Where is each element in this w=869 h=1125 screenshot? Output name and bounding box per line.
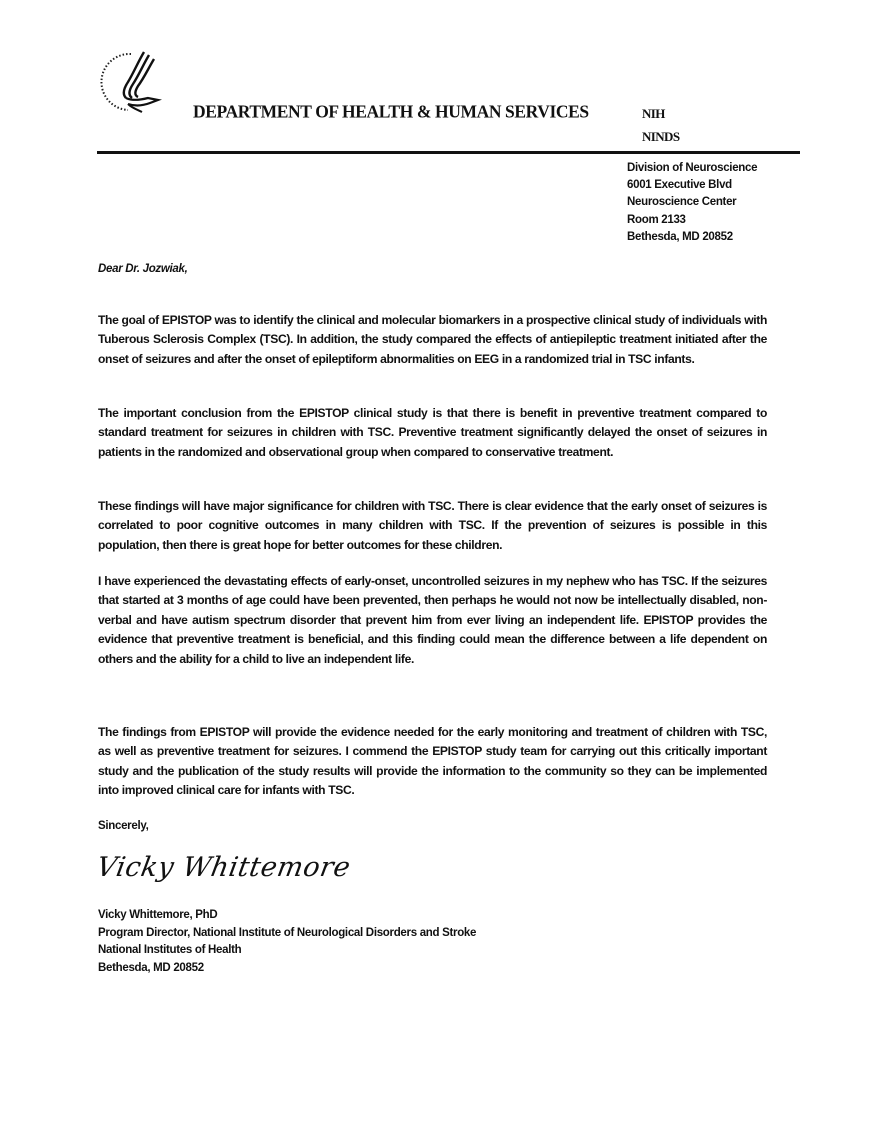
signer-title: Program Director, National Institute of Neurological Disorders and Stroke [98,926,477,939]
salutation: Dear Dr. Jozwiak, [98,263,188,275]
address-line: 6001 Executive Blvd [627,179,732,192]
sender-address [627,160,757,246]
body-paragraph-1: The goal of EPISTOP was to identify the clinical and molecular biomarkers in a prospective clinical study of individuals with Tuberous Sclerosis Complex (TSC). In addition, the study compared the effects of antiepileptic treatment initiated after the onset of seizures and after the onset of epileptiform abnormalities on EEG in a randomized trial in TSC infants. [98,313,767,366]
letterhead-divider [97,151,800,154]
signature-block [98,907,476,977]
closing: Sincerely, [98,820,149,832]
agency-ninds: NINDS [642,129,680,144]
body-paragraph-5: The findings from EPISTOP will provide the evidence needed for the early monitoring and treatment of children with TSC, as well as preventive treatment for seizures. I commend the EPISTOP study team for carrying out this critically important study and the publication of the study results will provide the information to the community so they can be implemented into improved clinical care for infants with TSC. [98,725,767,798]
agency-nih: NIH [642,106,665,121]
department-title: DEPARTMENT OF HEALTH & HUMAN SERVICES [193,100,589,122]
address-line: Bethesda, MD 20852 [627,230,733,243]
signer-name: Vicky Whittemore, PhD [98,909,218,921]
signer-location: Bethesda, MD 20852 [98,961,204,974]
address-line: Neuroscience Center [627,196,737,209]
address-line: Division of Neuroscience [627,162,758,174]
body-paragraph-2: The important conclusion from the EPISTOP clinical study is that there is benefit in preventive treatment compared to standard treatment for seizures in children with TSC. Preventive treatment significantly delayed the onset of seizures in patients in the randomized and observational group when compared to conservative treatment. [98,406,767,459]
address-line: Room 2133 [627,213,686,226]
handwritten-signature: Vicky Whittemore [94,852,353,883]
hhs-eagle-logo-icon [98,46,164,118]
body-paragraph-3: These findings will have major significance for children with TSC. There is clear evidence that the early onset of seizures is correlated to poor cognitive outcomes in many children with TSC. If the prevention of seizures is possible in this population, then there is great hope for better outcomes for these children. [98,499,767,552]
signer-institution: National Institutes of Health [98,944,242,956]
body-paragraph-4: I have experienced the devastating effects of early-onset, uncontrolled seizures in my nephew who has TSC. If the seizures that started at 3 months of age could have been prevented, then perhaps he would not now be intellectually disabled, non-verbal and have autism spectrum disorder that prevent him from ever living an independent life. EPISTOP provides the evidence that preventive treatment is beneficial, and this finding could mean the difference between a life dependent on others and the ability for a child to live an independent life. [98,574,767,666]
